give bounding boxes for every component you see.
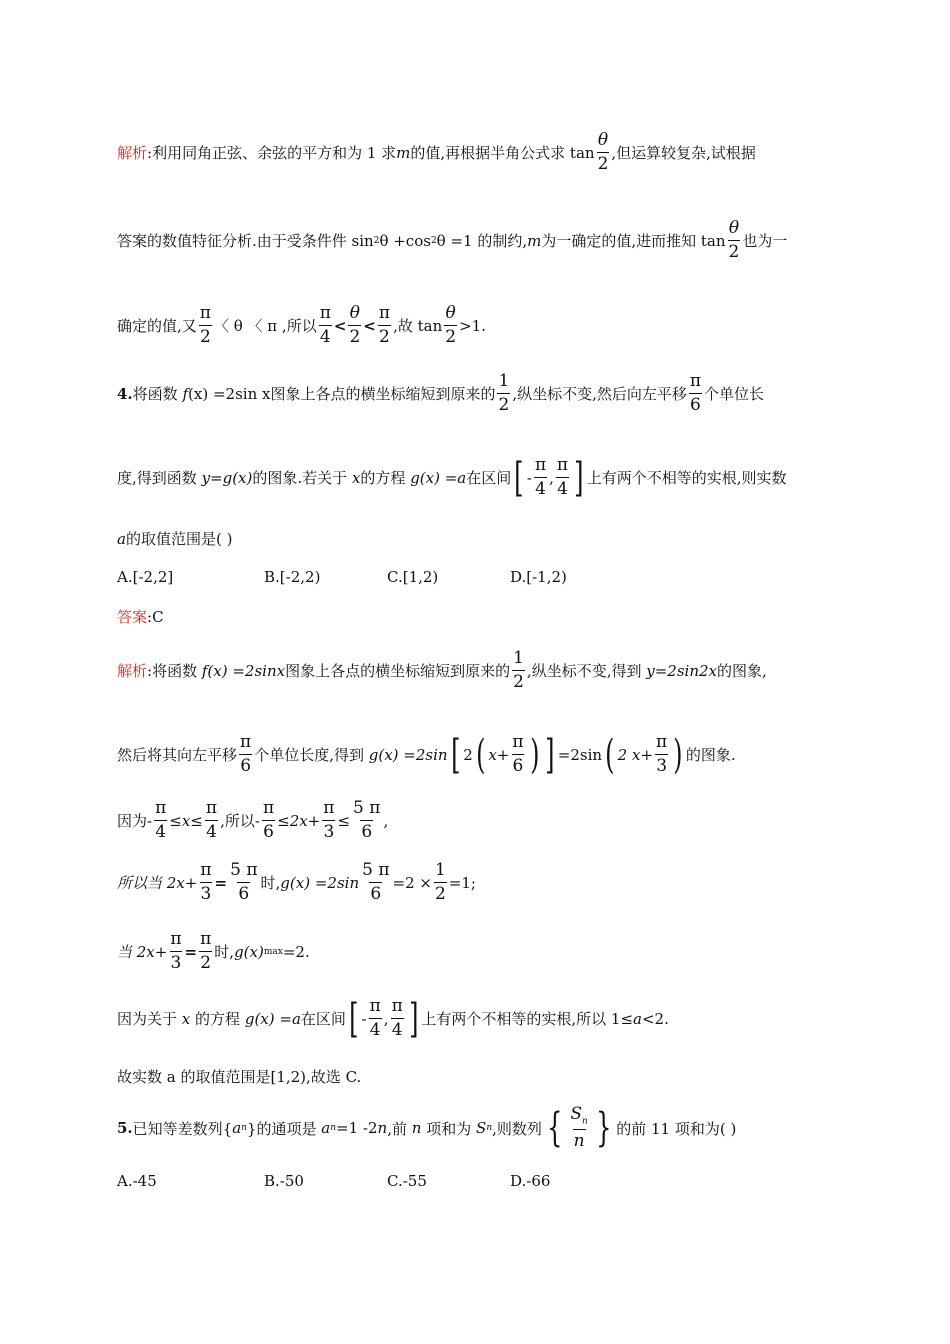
q5-line1: 5. 已知等差数列{ a n }的通项是 a n =1 -2 n ,前 n 项和为 S n ,则数列 { $\frac{S_n}{n}$ } 的前 11 项和为( ) (117, 1104, 737, 1152)
analysis-label: 解析 (117, 144, 148, 162)
q4-sol-line3: 因为 - $\frac{\pi}{4}$ ≤x≤ $\frac{\pi}{4}$ ,所以 - $\frac{\pi}{6}$ ≤2x+ $\frac{\pi}{3}$ ≤ $\frac{5 \pi}{6}$ , (117, 798, 389, 842)
option-b: B.-50 (264, 1172, 304, 1190)
option-b: B.[-2,2) (264, 568, 321, 586)
q4-line1: 4. 将函数 f (x) =2sin x 图象上各点的横坐标缩短到原来的 $\frac{1}{2}$ ,纵坐标不变,然后向左平移 $\frac{\pi}{6}$ 个单位长 (117, 371, 765, 415)
p3-line1: 解析 :利用同角正弦、余弦的平方和为 1 求 m 的值,再根据半角公式求 tan $\frac{\theta}{2}$ ,但运算较复杂,试根据 (117, 130, 756, 174)
fraction: $\frac{\theta}{2}$ (597, 130, 609, 174)
fraction: $\frac{\theta}{2}$ (728, 218, 740, 262)
q4-line2: 度,得到函数 y=g(x) 的图象.若关于 x 的方程 g(x) =a 在区间 [ - $\frac{\pi}{4}$ , $\frac{\pi}{4}$ ] 上有两个不相等的实根,则实数 (117, 454, 787, 501)
q4-sol-line1: 解析 :将函数 f(x) =2sinx 图象上各点的横坐标缩短到原来的 $\frac{1}{2}$ ,纵坐标不变,得到 y=2sin2x 的图象, (117, 648, 767, 692)
p3-line3: 确定的值,又 $\frac{\pi}{2}$ 〈 θ 〈 π ,所以 $\frac{\pi}{4}$ < $\frac{\theta}{2}$ < $\frac{\pi}{2}$ ,故 tan $\frac{\theta}{2}$ >1. (117, 303, 486, 347)
q5-options (117, 1172, 550, 1190)
q4-answer: 答案 :C (117, 607, 164, 626)
option-a: A.-45 (117, 1172, 157, 1190)
q4-sol-line7: 故实数 a 的取值范围是[1,2),故选 C. (117, 1068, 362, 1086)
p3-line2: 答案的数值特征分析.由于受条件件 sin 2 θ +cos 2 θ =1 的制约, m 为一确定的值,进而推知 tan $\frac{\theta}{2}$ 也为一 (117, 218, 788, 262)
question-number: 4. (117, 384, 133, 403)
q4-line3: a 的取值范围是( ) (117, 529, 233, 548)
q4-sol-line4: 所以当 2x+ $\frac{\pi}{3}$ = $\frac{5 \pi}{6}$ 时, g(x) =2sin $\frac{5 \pi}{6}$ =2 × $\frac{1}{2}$ =1; (117, 860, 476, 904)
option-d: D.-66 (510, 1172, 551, 1190)
question-number: 5. (117, 1119, 133, 1138)
q4-options (117, 568, 567, 586)
q4-sol-line6: 因为关于 x 的方程 g(x) =a 在区间 [ - $\frac{\pi}{4}$ , $\frac{\pi}{4}$ ] 上有两个不相等的实根,所以 1≤ a <2. (117, 995, 669, 1042)
option-a: A.[-2,2] (117, 568, 174, 586)
option-c: C.-55 (387, 1172, 427, 1190)
option-d: D.[-1,2) (510, 568, 567, 586)
q4-sol-line5: 当 2x+ $\frac{\pi}{3}$ = $\frac{\pi}{2}$ 时, g(x) max =2. (117, 929, 310, 973)
option-c: C.[1,2) (387, 568, 439, 586)
q4-sol-line2: 然后将其向左平移 $\frac{\pi}{6}$ 个单位长度,得到 g(x) =2sin [ 2 ( x+ $\frac{\pi}{6}$ ) ] =2sin ( 2 x+ $\frac{\pi}{3}$ ) 的图象. (117, 731, 736, 778)
